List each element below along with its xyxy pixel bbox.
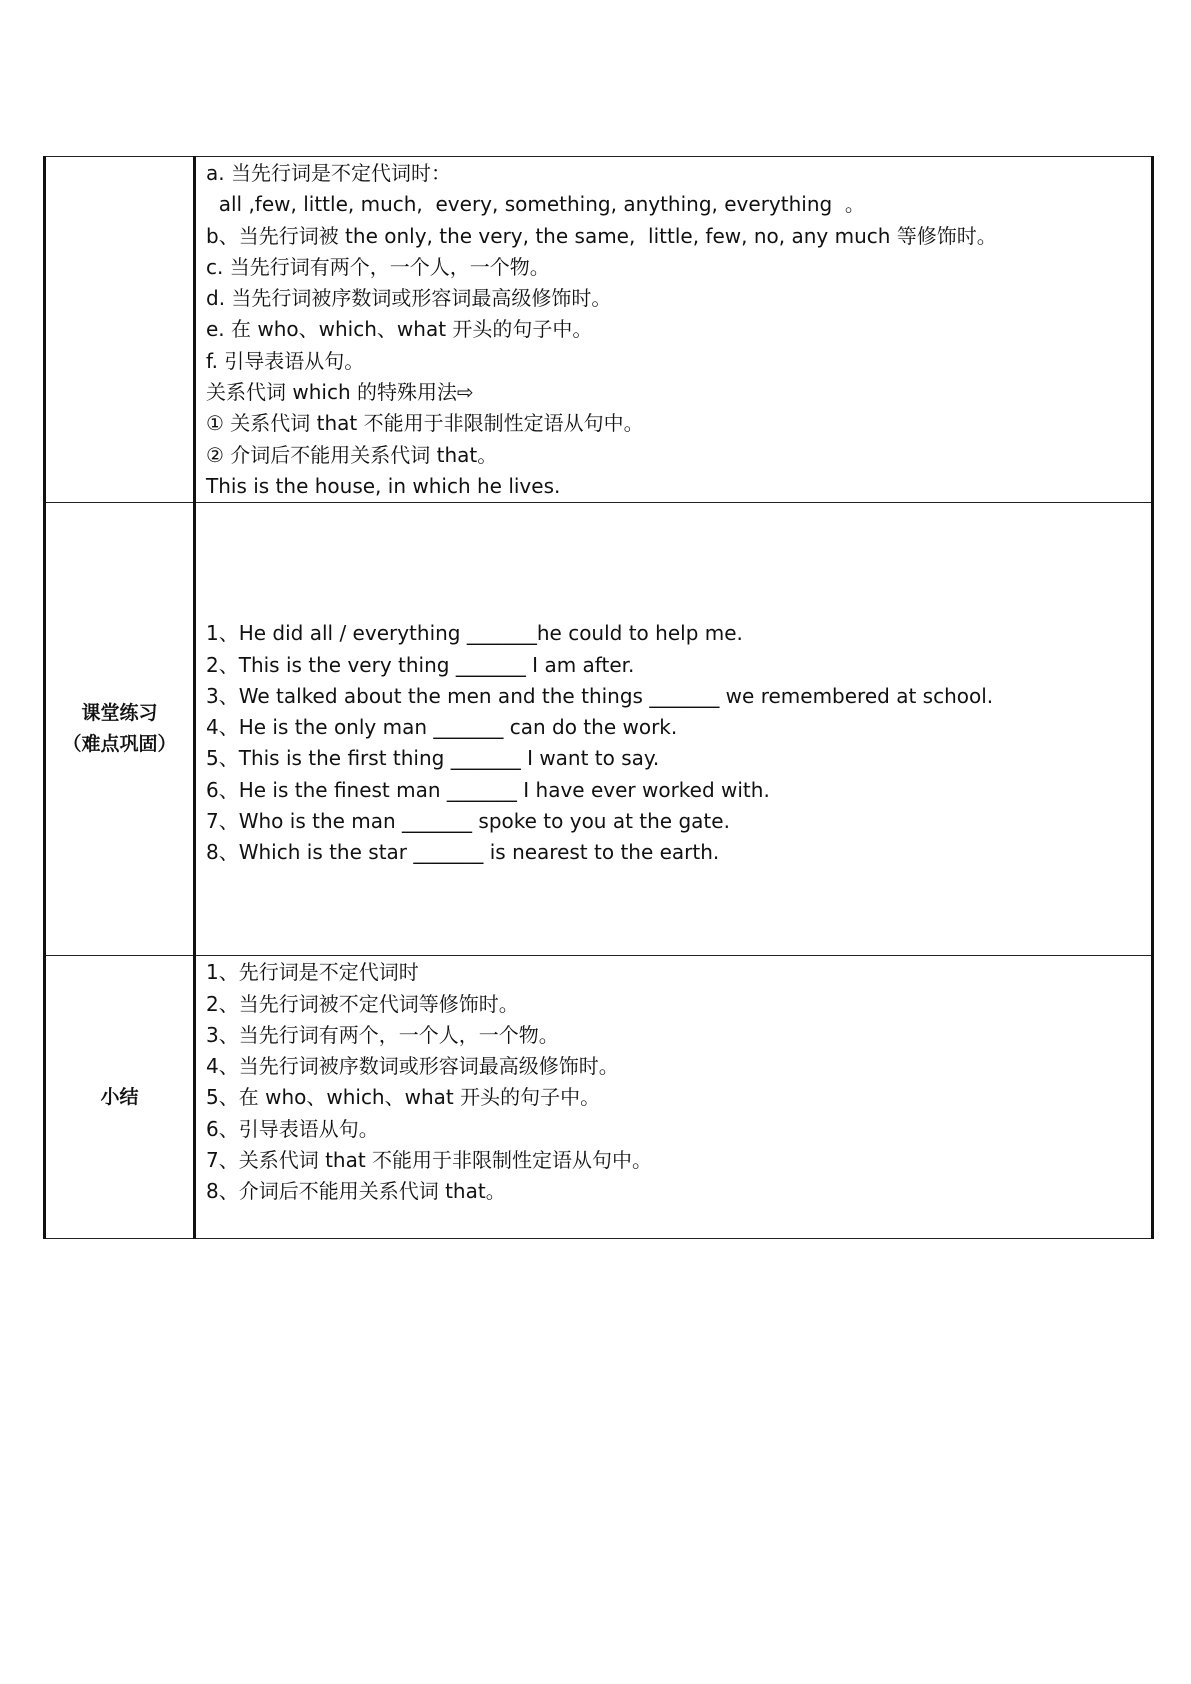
notes-line: c. 当先行词有两个，一个人，一个物。 [206,254,550,279]
summary-item: 6、引导表语从句。 [206,1116,379,1141]
practice-item: 2、This is the very thing _______ I am after. [206,652,635,677]
practice-item: 3、We talked about the men and the things _______ we remembered at school. [206,683,994,708]
notes-line: e. 在 who、which、what 开头的句子中。 [206,317,593,342]
notes-line: ① 关系代词 that 不能用于非限制性定语从句中。 [206,411,644,436]
notes-label-cell [45,157,195,503]
practice-item: 5、This is the first thing _______ I want to say. [206,746,660,771]
summary-item: 4、当先行词被序数词或形容词最高级修饰时。 [206,1054,619,1079]
practice-label-subtitle: （难点巩固） [62,733,177,756]
practice-row [45,503,1153,956]
notes-line: b、当先行词被 the only, the very, the same, little, few, no, any much 等修饰时。 [206,223,997,248]
practice-item: 6、He is the finest man _______ I have ever worked with. [206,777,770,802]
notes-line: This is the house, in which he lives. [206,473,561,498]
notes-line: ② 介词后不能用关系代词 that。 [206,442,498,467]
practice-list [206,503,1151,868]
notes-line: f. 引导表语从句。 [206,348,365,373]
summary-item: 8、介词后不能用关系代词 that。 [206,1179,506,1204]
practice-item: 1、He did all / everything _______he could to help me. [206,621,743,646]
notes-list [206,157,1151,502]
practice-label-cell [45,503,195,956]
practice-label-title: 课堂练习 [81,702,158,725]
summary-item: 2、当先行词被不定代词等修饰时。 [206,991,519,1016]
summary-label: 小结 [100,1085,139,1108]
summary-label-cell [45,956,195,1239]
notes-row [45,157,1153,503]
summary-item: 7、关系代词 that 不能用于非限制性定语从句中。 [206,1148,653,1173]
summary-item: 3、当先行词有两个，一个人，一个物。 [206,1022,559,1047]
practice-content-cell [195,503,1153,956]
practice-item: 7、Who is the man _______ spoke to you at the gate. [206,809,730,834]
notes-content-cell [195,157,1153,503]
summary-list [206,956,1151,1207]
practice-item: 8、Which is the star _______ is nearest to the earth. [206,840,720,865]
lesson-table [43,156,1154,1239]
notes-line: d. 当先行词被序数词或形容词最高级修饰时。 [206,286,612,311]
summary-row [45,956,1153,1239]
notes-line: a. 当先行词是不定代词时： [206,161,451,185]
notes-line: all ,few, little, much, every, something, anything, everything 。 [206,192,865,217]
summary-item: 5、在 who、which、what 开头的句子中。 [206,1085,601,1110]
summary-item: 1、先行词是不定代词时 [206,960,419,985]
notes-line: 关系代词 which 的特殊用法⇨ [206,380,474,405]
summary-content-cell [195,956,1153,1239]
practice-item: 4、He is the only man _______ can do the work. [206,715,678,740]
